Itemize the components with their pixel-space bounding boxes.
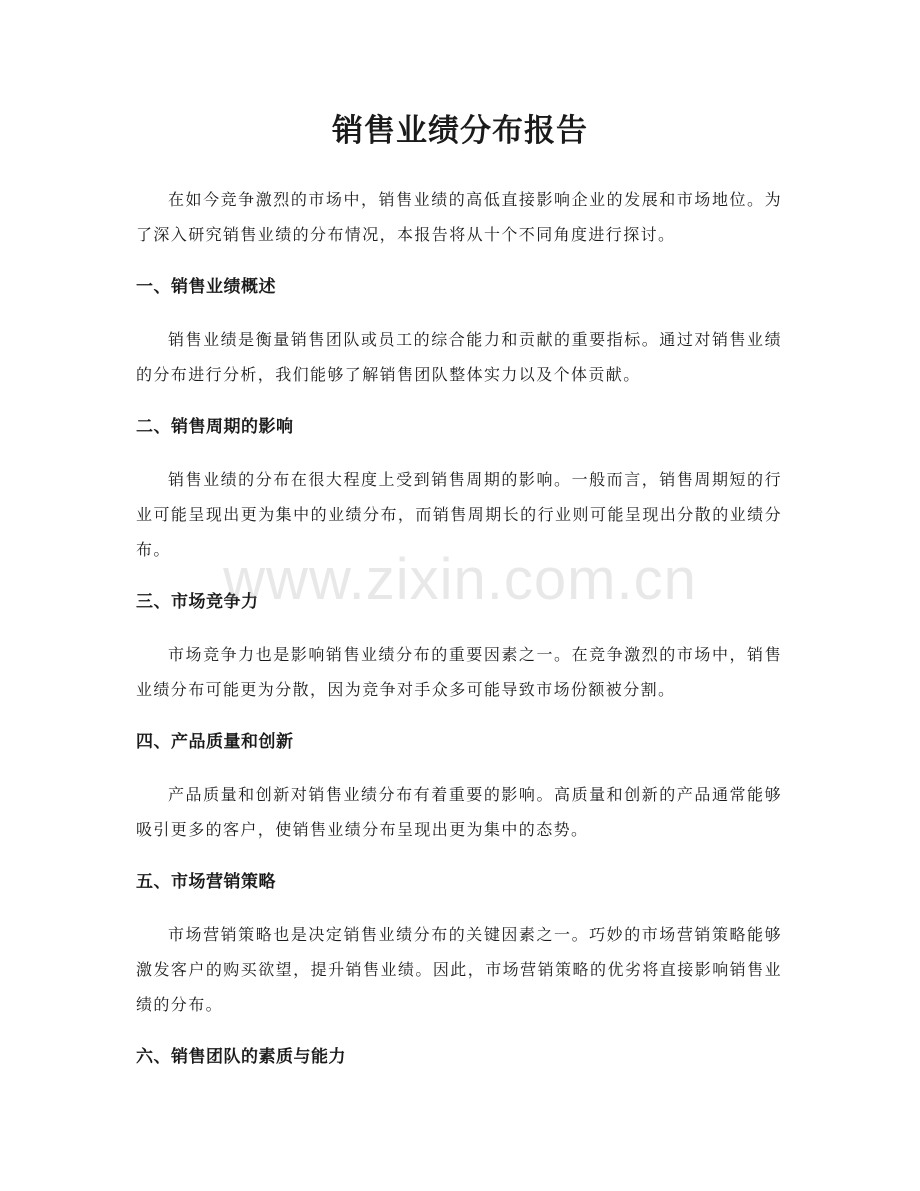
section-heading-3: 三、市场竞争力	[136, 592, 259, 612]
section-heading-5: 五、市场营销策略	[136, 872, 276, 892]
section-heading-4: 四、产品质量和创新	[136, 732, 294, 752]
section-body-3: 市场竞争力也是影响销售业绩分布的重要因素之一。在竞争激烈的市场中，销售业绩分布可能更为分散，因为竞争对手众多可能导致市场份额被分割。	[136, 645, 782, 699]
section-heading-6: 六、销售团队的素质与能力	[136, 1047, 346, 1067]
section-body-2: 销售业绩的分布在很大程度上受到销售周期的影响。一般而言，销售周期短的行业可能呈现出更为集中的业绩分布，而销售周期长的行业则可能呈现出分散的业绩分布。	[136, 470, 782, 559]
section-body-4: 产品质量和创新对销售业绩分布有着重要的影响。高质量和创新的产品通常能够吸引更多的客户，使销售业绩分布呈现出更为集中的态势。	[136, 785, 782, 839]
section-heading-1: 一、销售业绩概述	[136, 277, 276, 297]
section-heading-2: 二、销售周期的影响	[136, 417, 294, 437]
page-title: 销售业绩分布报告	[332, 113, 588, 149]
section-body-5: 市场营销策略也是决定销售业绩分布的关键因素之一。巧妙的市场营销策略能够激发客户的购买欲望，提升销售业绩。因此，市场营销策略的优劣将直接影响销售业绩的分布。	[136, 925, 782, 1014]
section-body-1: 销售业绩是衡量销售团队或员工的综合能力和贡献的重要指标。通过对销售业绩的分布进行分析，我们能够了解销售团队整体实力以及个体贡献。	[136, 330, 782, 384]
document-body	[136, 182, 782, 1075]
intro-paragraph: 在如今竞争激烈的市场中，销售业绩的高低直接影响企业的发展和市场地位。为了深入研究销售业绩的分布情况，本报告将从十个不同角度进行探讨。	[136, 190, 782, 244]
watermark-text: www.zixin.com.cn	[223, 547, 697, 612]
